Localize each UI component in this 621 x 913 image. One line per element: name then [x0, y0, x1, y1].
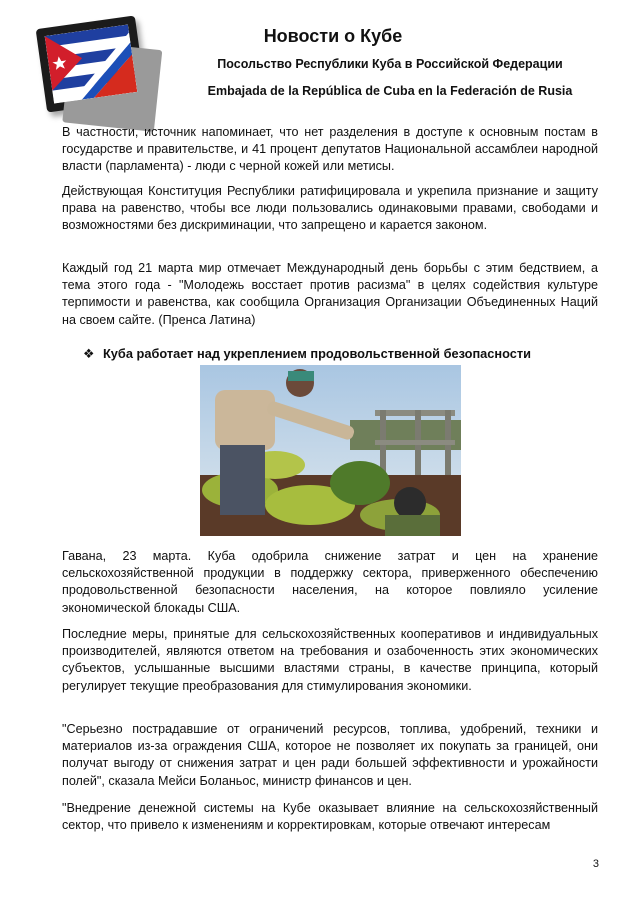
diamond-bullet-icon: ❖ — [83, 346, 95, 361]
paragraph: "Серьезно пострадавшие от ограничений ресурсов, топлива, удобрений, техники и материалов из-за ограждения США, которое не позволяет их покупать за границей, они получат выгоду от снижения затрат и цен ради большей эффективности и урожайности полей", сказала Мейси Боланьос, министр финансов и цен. — [62, 722, 598, 788]
paragraph: Гавана, 23 марта. Куба одобрила снижение затрат и цен на хранение сельскохозяйственной продукции в поддержку сектора, приверженного обеспечению продовольственной безопасности населения, на которое повлияло усиление экономической блокады США. — [62, 549, 598, 615]
embassy-name-ru: Посольство Республики Куба в Российской Федерации — [217, 57, 563, 71]
paragraph: В частности, источник напоминает, что нет разделения в доступе к основным постам в государстве и правительстве, и 41 процент депутатов Национальной ассамблеи народной власти (парламента) - люди с черной кожей или метисы. — [62, 125, 598, 174]
article-photo — [200, 365, 461, 536]
paragraph: "Внедрение денежной системы на Кубе оказывает влияние на сельскохозяйственный сектор, что привело к изменениям и корректировкам, которые отвечают интересам — [62, 801, 598, 833]
embassy-name-es: Embajada de la República de Cuba en la Federación de Rusia — [207, 84, 573, 98]
paragraph: Каждый год 21 марта мир отмечает Международный день борьбы с этим бедствием, а тема этого года - "Молодежь восстает против расизма" в целях содействия культуре терпимости и равенства, как сообщила Организация Организации Объединенных Наций на своем сайте. (Пренса Латина) — [62, 261, 598, 327]
page-number: 3 — [592, 858, 599, 870]
section-heading — [83, 346, 531, 362]
paragraph: Действующая Конституция Республики ратифицировала и укрепила признание и защиту права на равенство, чтобы все люди пользовались одинаковыми правами, свободами и возможностями без дискриминации, что запрещено и карается законом. — [62, 184, 598, 233]
newsletter-title: Новости о Кубе — [263, 26, 403, 46]
paragraph: Последние меры, принятые для сельскохозяйственных кооперативов и индивидуальных производителей, являются ответом на требования и озабоченность этих экономических субъектов, услышанные высшими властями страны, в качестве принципа, который регулирует текущие преобразования для стимулирования экономики. — [62, 627, 598, 693]
section-heading-text: Куба работает над укреплением продовольственной безопасности — [103, 346, 532, 361]
